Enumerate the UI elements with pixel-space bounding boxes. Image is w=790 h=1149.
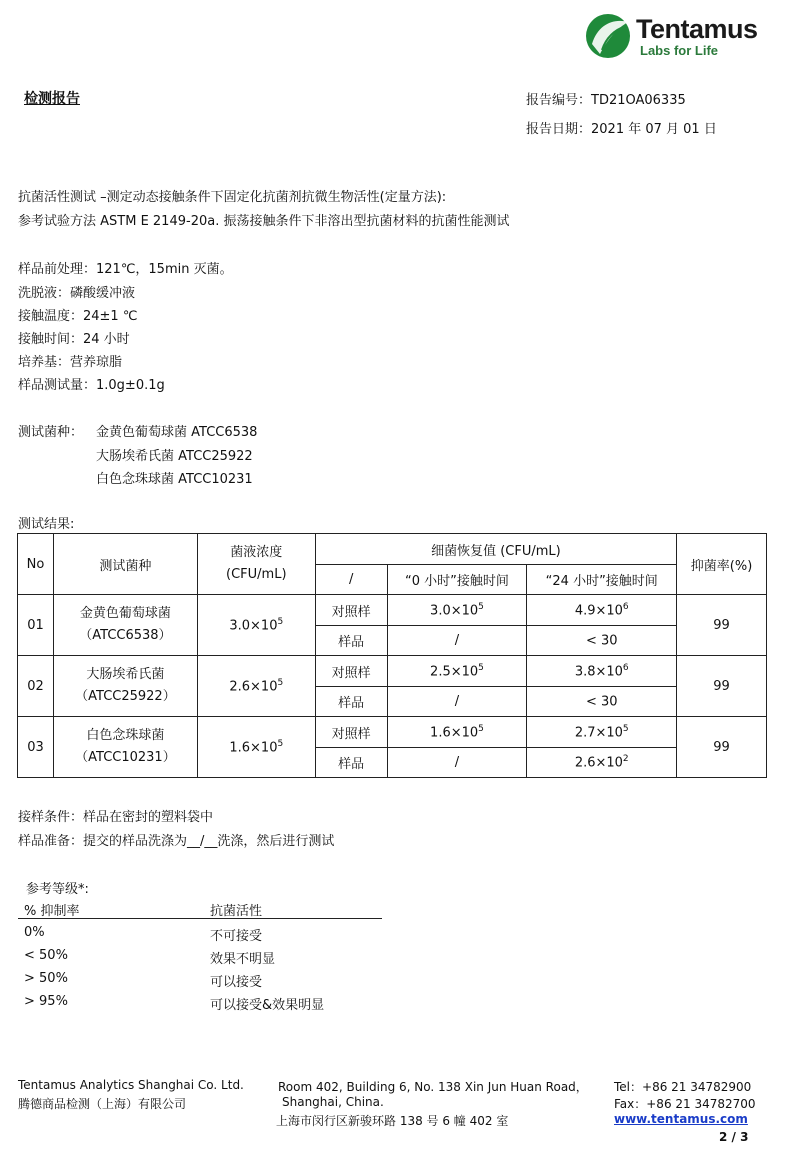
footer-fax: Fax：+86 21 34782700 [614, 1097, 756, 1111]
row-sample-label: 样品 [315, 626, 387, 656]
method-line-2: 参考试验方法 ASTM E 2149-20a. 振荡接触条件下非溶出型抗菌材料的抗菌性能测试 [18, 214, 510, 229]
footer-website-link[interactable]: www.tentamus.com [614, 1112, 748, 1126]
row-control-label: 对照样 [315, 656, 387, 687]
row-strain-name: 大肠埃希氏菌 [86, 667, 165, 682]
reference-rate: < 50% [24, 948, 68, 963]
header-recovery: 细菌恢复值 (CFU/mL) [315, 534, 676, 565]
row-control-0h: $2.5\times 10^5$ [387, 656, 527, 687]
reference-divider [18, 918, 382, 919]
row-concentration: $2.6\times 10^5$ [197, 656, 315, 717]
header-slash: / [315, 565, 387, 595]
footer-address-cn: 上海市闵行区新骏环路 138 号 6 幢 402 室 [276, 1114, 509, 1128]
table-row [18, 595, 767, 626]
row-concentration: $1.6\times 10^5$ [197, 717, 315, 778]
reference-activity: 可以接受 [210, 975, 263, 990]
results-label: 测试结果: [18, 517, 75, 532]
logo-tagline: Labs for Life [640, 43, 719, 58]
row-control-label: 对照样 [315, 717, 387, 748]
reference-activity: 不可接受 [210, 929, 263, 944]
row-strain-name: 白色念珠球菌 [86, 728, 165, 743]
strain-item: 白色念珠球菌 ATCC10231 [96, 472, 253, 487]
report-date: 报告日期：2021 年 07 月 01 日 [526, 122, 717, 137]
condition-eluent: 洗脱液：磷酸缓冲液 [18, 286, 136, 301]
method-line-1: 抗菌活性测试 –测定动态接触条件下固定化抗菌剂抗微生物活性(定量方法): [18, 190, 447, 205]
header-no: No [18, 534, 54, 595]
report-number: 报告编号：TD21OA06335 [526, 93, 686, 108]
row-no: 02 [18, 656, 54, 717]
condition-pretreatment: 样品前处理：121℃，15min 灭菌。 [18, 262, 233, 277]
reference-header-rate: % 抑制率 [24, 904, 80, 919]
condition-contact-time: 接触时间：24 小时 [18, 332, 130, 347]
row-rate: 99 [677, 595, 767, 656]
table-row [18, 656, 767, 687]
condition-medium: 培养基：营养琼脂 [18, 355, 123, 370]
row-sample-label: 样品 [315, 687, 387, 717]
strain-item: 大肠埃希氏菌 ATCC25922 [96, 449, 253, 464]
row-control-0h: $3.0\times 10^5$ [387, 595, 527, 626]
table-row [18, 717, 767, 748]
footer-tel: Tel：+86 21 34782900 [614, 1080, 752, 1094]
row-control-0h: $1.6\times 10^5$ [387, 717, 527, 748]
footer-address-2: Shanghai, China. [282, 1095, 384, 1109]
receipt-condition: 接样条件：样品在密封的塑料袋中 [18, 810, 214, 825]
sample-preparation: 样品准备：提交的样品洗涤为__/__洗涤，然后进行测试 [18, 834, 335, 849]
report-title: 检测报告 [24, 91, 80, 107]
row-strain-code: （ATCC6538） [79, 628, 172, 643]
leaf-logo-icon [584, 10, 636, 62]
footer-company-cn: 腾德商品检测（上海）有限公司 [18, 1097, 187, 1111]
row-sample-24h: < 30 [527, 687, 677, 717]
results-table [17, 533, 767, 778]
condition-sample-amount: 样品测试量：1.0g±0.1g [18, 378, 165, 393]
row-control-label: 对照样 [315, 595, 387, 626]
header-24h: “24 小时”接触时间 [527, 565, 677, 595]
reference-activity: 可以接受&效果明显 [210, 998, 325, 1013]
row-sample-0h: / [387, 626, 527, 656]
row-control-24h: $2.7\times 10^5$ [527, 717, 677, 748]
footer-address-1: Room 402, Building 6, No. 138 Xin Jun Huan Road， [278, 1080, 588, 1094]
row-sample-0h: / [387, 748, 527, 778]
footer-company-en: Tentamus Analytics Shanghai Co. Ltd. [18, 1078, 244, 1092]
row-sample-24h: < 30 [527, 626, 677, 656]
row-strain-code: （ATCC25922） [75, 689, 176, 704]
page-number: 2 / 3 [719, 1130, 749, 1144]
header-0h: “0 小时”接触时间 [387, 565, 527, 595]
header-strain: 测试菌种 [53, 534, 197, 595]
header-concentration-label: 菌液浓度 [230, 545, 283, 560]
reference-rate: > 50% [24, 971, 68, 986]
tentamus-logo [584, 10, 769, 62]
strains-label: 测试菌种： [18, 425, 84, 440]
row-control-24h: $4.9\times 10^6$ [527, 595, 677, 626]
row-strain [53, 656, 197, 717]
row-sample-0h: / [387, 687, 527, 717]
row-sample-label: 样品 [315, 748, 387, 778]
row-concentration: $3.0\times 10^5$ [197, 595, 315, 656]
row-strain-code: （ATCC10231） [75, 750, 176, 765]
header-inhibition-rate: 抑菌率(%) [677, 534, 767, 595]
row-strain [53, 717, 197, 778]
header-concentration [197, 534, 315, 595]
row-strain-name: 金黄色葡萄球菌 [79, 606, 171, 621]
header-concentration-unit: (CFU/mL) [226, 567, 287, 582]
strain-item: 金黄色葡萄球菌 ATCC6538 [96, 425, 258, 440]
row-strain [53, 595, 197, 656]
reference-header-activity: 抗菌活性 [210, 904, 263, 919]
reference-rate: 0% [24, 925, 45, 940]
row-sample-24h: $2.6\times 10^2$ [527, 748, 677, 778]
row-rate: 99 [677, 656, 767, 717]
reference-activity: 效果不明显 [210, 952, 276, 967]
logo-wordmark: Tentamus [636, 14, 758, 44]
row-no: 01 [18, 595, 54, 656]
reference-rate: > 95% [24, 994, 68, 1009]
row-rate: 99 [677, 717, 767, 778]
row-no: 03 [18, 717, 54, 778]
condition-temperature: 接触温度：24±1 ℃ [18, 309, 138, 324]
row-control-24h: $3.8\times 10^6$ [527, 656, 677, 687]
reference-title: 参考等级*: [26, 882, 89, 897]
